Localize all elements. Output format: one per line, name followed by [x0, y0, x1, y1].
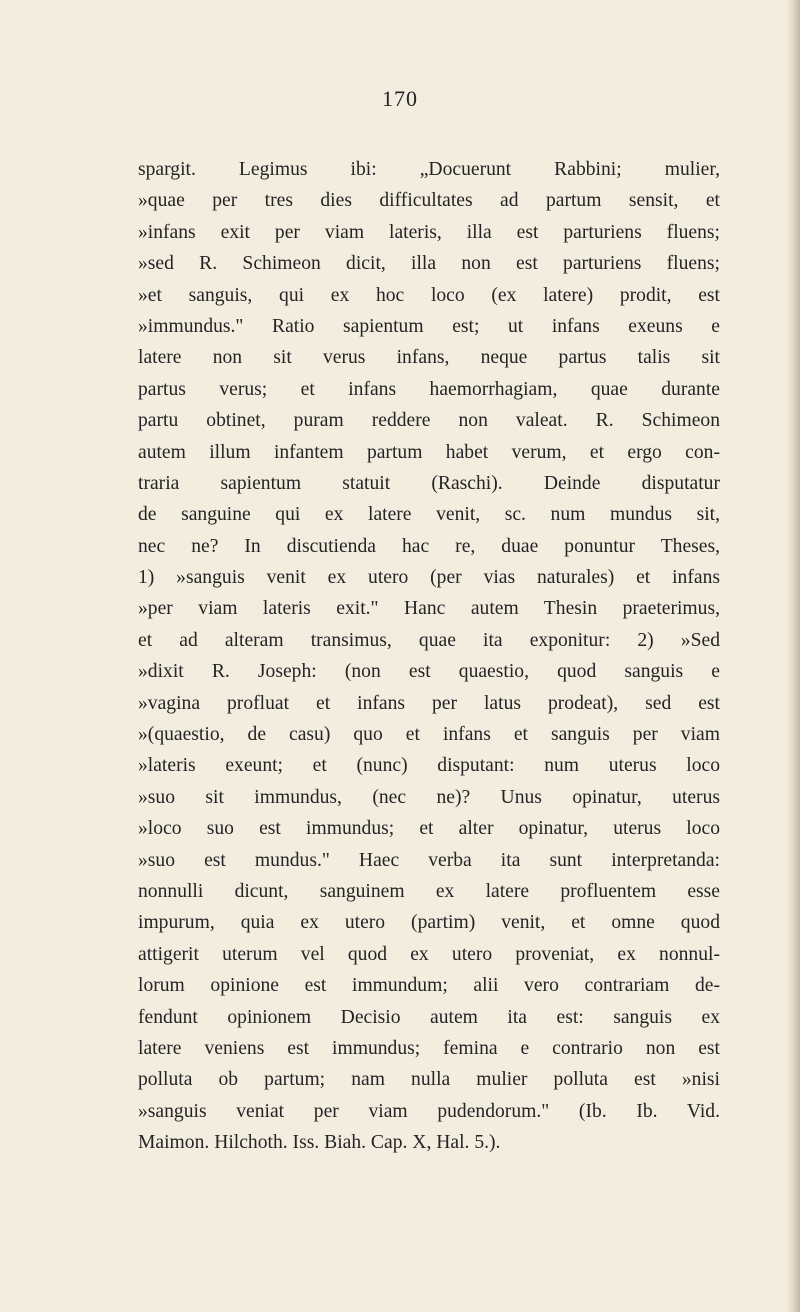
- text-line: fendunt opinionem Decisio autem ita est: sanguis ex: [138, 1006, 720, 1028]
- text-line: »suo est mundus." Haec verba ita sunt interpretanda:: [138, 849, 720, 871]
- text-line: »vagina profluat et infans per latus prodeat), sed est: [138, 692, 720, 714]
- text-line: partu obtinet, puram reddere non valeat. R. Schimeon: [138, 410, 720, 432]
- text-line: autem illum infantem partum habet verum, et ergo con-: [138, 441, 720, 463]
- text-line: »per viam lateris exit." Hanc autem Thesin praeterimus,: [138, 598, 720, 620]
- text-line: latere non sit verus infans, neque partus talis sit: [138, 347, 720, 369]
- text-line: »infans exit per viam lateris, illa est parturiens fluens;: [138, 221, 720, 243]
- text-line: de sanguine qui ex latere venit, sc. num mundus sit,: [138, 504, 720, 526]
- text-line: 1) »sanguis venit ex utero (per vias naturales) et infans: [138, 567, 720, 589]
- text-line: latere veniens est immundus; femina e contrario non est: [138, 1037, 720, 1059]
- text-line: spargit. Legimus ibi: „Docuerunt Rabbini; mulier,: [138, 159, 720, 180]
- text-line: »et sanguis, qui ex hoc loco (ex latere) prodit, est: [138, 284, 720, 306]
- text-line: impurum, quia ex utero (partim) venit, et omne quod: [138, 912, 720, 934]
- text-line: nec ne? In discutienda hac re, duae ponuntur Theses,: [138, 535, 720, 557]
- text-line: Maimon. Hilchoth. Iss. Biah. Cap. X, Hal. 5.).: [138, 1132, 501, 1154]
- body-text: [138, 154, 720, 1159]
- text-line: »lateris exeunt; et (nunc) disputant: num uterus loco: [138, 755, 720, 777]
- text-line: nonnulli dicunt, sanguinem ex latere profluentem esse: [138, 880, 720, 902]
- page-number: 170: [382, 86, 418, 111]
- text-line: traria sapientum statuit (Raschi). Deinde disputatur: [138, 472, 720, 494]
- text-line: »dixit R. Joseph: (non est quaestio, quod sanguis e: [138, 661, 720, 683]
- text-line: »loco suo est immundus; et alter opinatur, uterus loco: [138, 818, 720, 840]
- text-line: polluta ob partum; nam nulla mulier polluta est »nisi: [138, 1069, 720, 1091]
- text-line: attigerit uterum vel quod ex utero proveniat, ex nonnul-: [138, 943, 720, 965]
- text-line: partus verus; et infans haemorrhagiam, quae durante: [138, 378, 720, 400]
- text-line: »quae per tres dies difficultates ad partum sensit, et: [138, 190, 720, 212]
- page-edge-shadow: [786, 0, 800, 1312]
- text-line: et ad alteram transimus, quae ita exponitur: 2) »Sed: [138, 629, 720, 651]
- text-line: »(quaestio, de casu) quo et infans et sanguis per viam: [138, 724, 720, 746]
- text-line: »sanguis veniat per viam pudendorum." (Ib. Ib. Vid.: [138, 1100, 720, 1122]
- text-line: lorum opinione est immundum; alii vero contrariam de-: [138, 975, 720, 997]
- text-line: »sed R. Schimeon dicit, illa non est parturiens fluens;: [138, 253, 720, 275]
- text-line: »suo sit immundus, (nec ne)? Unus opinatur, uterus: [138, 786, 720, 808]
- text-line: »immundus." Ratio sapientum est; ut infans exeuns e: [138, 315, 720, 337]
